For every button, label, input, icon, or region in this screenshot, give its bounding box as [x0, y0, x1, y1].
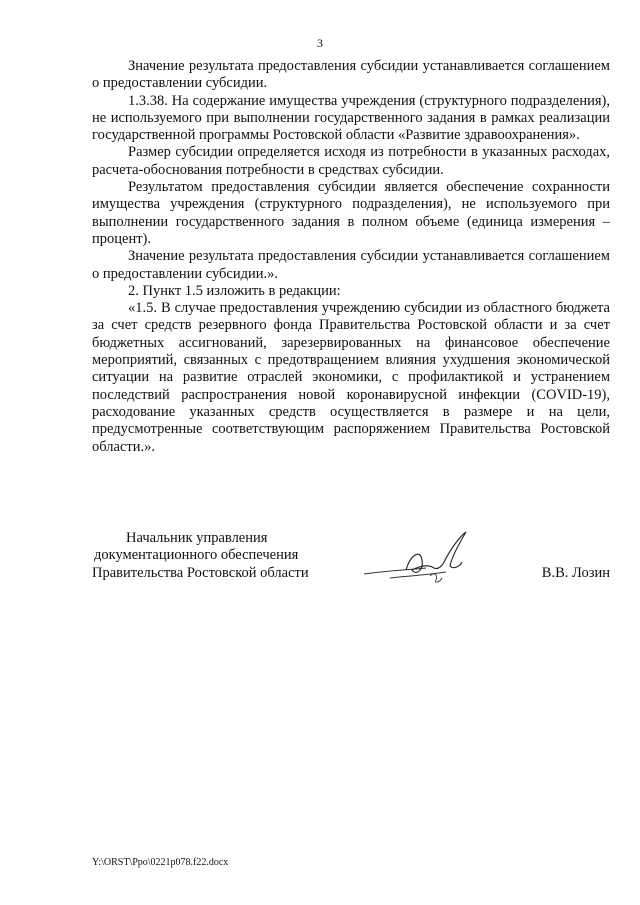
position-line: Правительства Ростовской области — [92, 564, 309, 581]
position-line: документационного обеспечения — [94, 547, 299, 564]
signatory-position — [92, 530, 332, 582]
page-number: 3 — [317, 36, 323, 50]
file-path: Y:\ORST\Ppo\0221p078.f22.docx — [92, 857, 229, 868]
signature-block — [92, 530, 610, 590]
paragraph: Размер субсидии определяется исходя из потребности в указанных расходах, расчета-обоснования потребности в средствах субсидии. — [92, 144, 610, 178]
paragraph: Значение результата предоставления субсидии устанавливается соглашением о предоставлении субсидии. — [92, 58, 610, 92]
position-line: Начальник управления — [126, 530, 268, 546]
paragraph: 2. Пункт 1.5 изложить в редакции: — [128, 282, 341, 299]
paragraph: Результатом предоставления субсидии является обеспечение сохранности имущества учреждения (структурного подразделения), не используемого при выполнении государственного задания в полном объеме (единица измерения – процент). — [92, 179, 610, 247]
paragraph: 1.3.38. На содержание имущества учреждения (структурного подразделения), не используемого при выполнении государственного задания в рамках реализации государственной программы Ростовской области «Развитие здравоохранения». — [92, 92, 610, 144]
handwritten-signature — [350, 530, 480, 590]
document-body — [92, 58, 610, 456]
signatory-name: В.В. Лозин — [541, 564, 610, 581]
paragraph: «1.5. В случае предоставления учреждению субсидии из областного бюджета за счет средств резервного фонда Правительства Ростовской области и за счет бюджетных ассигнований, зарезервированных на финансовое обеспечение мероприятий, связанных с предотвращением влияния ухудшения экономической ситуации на развитие отраслей экономики, с профилактикой и устранением последствий распространения новой коронавирусной инфекции (COVID-19), расходование указанных средств осуществляется в размере и на цели, предусмотренные соответствующим распоряжением Правительства Ростовской области.». — [92, 300, 610, 455]
paragraph: Значение результата предоставления субсидии устанавливается соглашением о предоставлении субсидии.». — [92, 248, 610, 282]
